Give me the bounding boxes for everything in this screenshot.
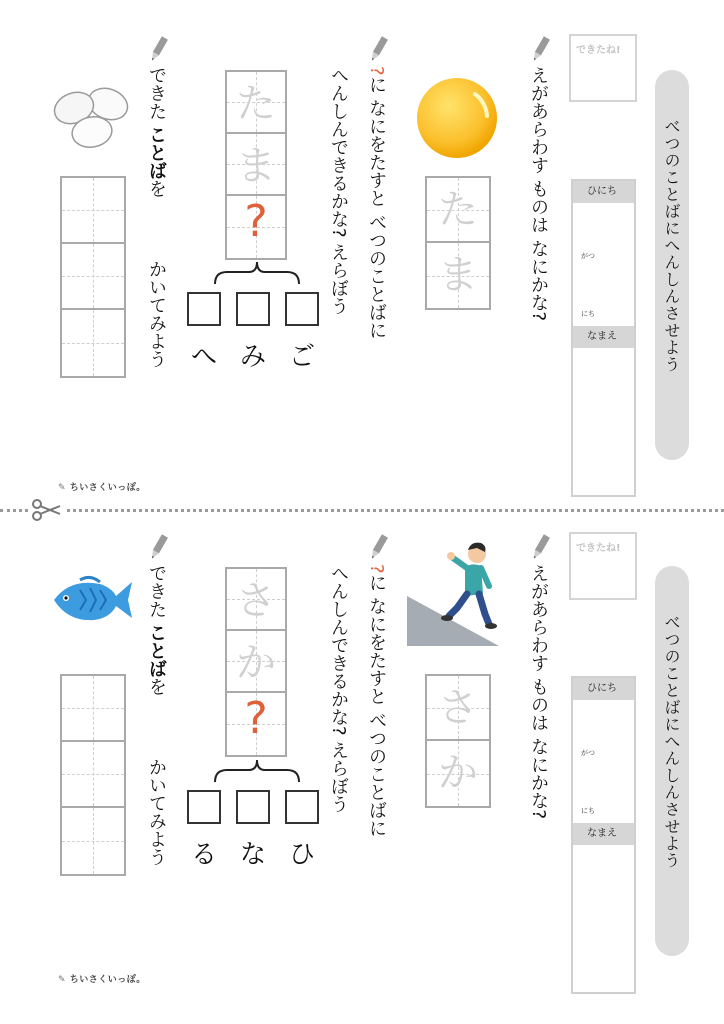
grid-cell [227, 196, 285, 258]
choice-label: へ [190, 342, 217, 372]
answer-cell[interactable] [62, 742, 124, 808]
question-3-line-2: かいてみよう [146, 260, 167, 368]
question-3-line-2: かいてみよう [146, 758, 167, 866]
question-2-line-1 [365, 564, 387, 837]
grid-cell [227, 631, 285, 693]
grid-char: か [438, 750, 478, 796]
grid-char: か [236, 640, 276, 686]
picture-word-grid [425, 674, 491, 808]
question-3-text: できた [146, 564, 167, 618]
grid-char: さ [438, 685, 478, 731]
question-mark: ? [366, 66, 387, 76]
answer-cell[interactable] [62, 310, 124, 376]
question-3-line-1 [145, 564, 167, 696]
done-stamp-box [569, 34, 637, 102]
question-2-text: に なにをたすと べつのことばに [366, 75, 387, 340]
question-1: えがあらわす ものは なにかな? [528, 66, 549, 321]
choice-checkbox[interactable] [236, 790, 270, 824]
brace-icon [213, 258, 301, 286]
grid-cell [427, 741, 489, 806]
middle-word-grid [225, 70, 287, 260]
grid-char: た [438, 187, 478, 233]
worksheet-title: べつのことばにへんしんさせよう [662, 614, 681, 869]
month-label: がつ [581, 252, 595, 260]
choice-label: る [190, 840, 217, 870]
done-label: できたね! [576, 45, 621, 56]
grid-char: ま [236, 143, 276, 189]
grid-char: さ [236, 578, 276, 624]
choice-checkbox[interactable] [285, 292, 319, 326]
question-2-line-2: へんしんできるかな? えらぼう [328, 564, 349, 814]
question-3-bold: ことば [146, 125, 167, 180]
date-header: ひにち [573, 181, 634, 203]
answer-grid [60, 176, 126, 378]
name-header: なまえ [573, 823, 634, 845]
grid-char: ま [438, 252, 478, 298]
grid-question-mark: ? [244, 693, 268, 744]
grid-cell [227, 134, 285, 196]
question-3-bold: ことば [146, 623, 167, 678]
golden-ball-image [415, 76, 499, 160]
choice-checkbox[interactable] [187, 790, 221, 824]
brace-icon [213, 756, 301, 784]
title-pill [655, 70, 689, 460]
grid-cell [427, 178, 489, 243]
brand-logo: ✎ ちいさくいっぽ。 [58, 480, 146, 493]
choice-checkbox[interactable] [285, 790, 319, 824]
title-pill [655, 566, 689, 956]
grid-cell [227, 693, 285, 755]
grid-cell [427, 243, 489, 308]
eggs-image [48, 82, 134, 154]
brand-logo: ✎ ちいさくいっぽ。 [58, 972, 146, 985]
date-name-box [571, 676, 636, 994]
grid-question-mark: ? [244, 196, 268, 247]
question-mark: ? [366, 564, 387, 574]
choice-checkbox[interactable] [236, 292, 270, 326]
date-header: ひにち [573, 678, 634, 700]
grid-char: た [236, 81, 276, 127]
answer-cell[interactable] [62, 676, 124, 742]
question-2-text: に なにをたすと べつのことばに [366, 573, 387, 838]
grid-cell [227, 72, 285, 134]
done-stamp-box [569, 532, 637, 600]
answer-cell[interactable] [62, 808, 124, 874]
question-1: えがあらわす ものは なにかな? [528, 564, 549, 819]
worksheet-top [0, 0, 724, 508]
picture-word-grid [425, 176, 491, 310]
worksheet-bottom [0, 510, 724, 1018]
grid-cell [427, 676, 489, 741]
middle-word-grid [225, 567, 287, 757]
date-name-box [571, 179, 636, 497]
choice-checkbox[interactable] [187, 292, 221, 326]
choice-label: ひ [288, 840, 315, 870]
pencil-icon [530, 532, 550, 562]
day-label: にち [581, 807, 595, 815]
slope-climber-image [405, 538, 501, 646]
day-label: にち [581, 310, 595, 318]
question-2-line-2: へんしんできるかな? えらぼう [328, 66, 349, 316]
pencil-icon [148, 532, 168, 562]
answer-cell[interactable] [62, 244, 124, 310]
question-3-after: を [146, 179, 167, 198]
question-2-line-1 [365, 66, 387, 339]
month-label: がつ [581, 749, 595, 757]
name-header: なまえ [573, 326, 634, 348]
choice-label: ご [288, 342, 315, 372]
question-3-text: できた [146, 66, 167, 120]
grid-cell [227, 569, 285, 631]
pencil-icon [368, 532, 388, 562]
answer-cell[interactable] [62, 178, 124, 244]
pencil-icon [368, 34, 388, 64]
question-3-after: を [146, 677, 167, 696]
fish-image [50, 574, 134, 626]
pencil-icon [530, 34, 550, 64]
answer-grid [60, 674, 126, 876]
question-3-line-1 [145, 66, 167, 198]
done-label: できたね! [576, 543, 621, 554]
pencil-icon [148, 34, 168, 64]
worksheet-title: べつのことばにへんしんさせよう [662, 118, 681, 373]
choice-label: な [239, 840, 266, 870]
choice-label: み [239, 342, 266, 372]
